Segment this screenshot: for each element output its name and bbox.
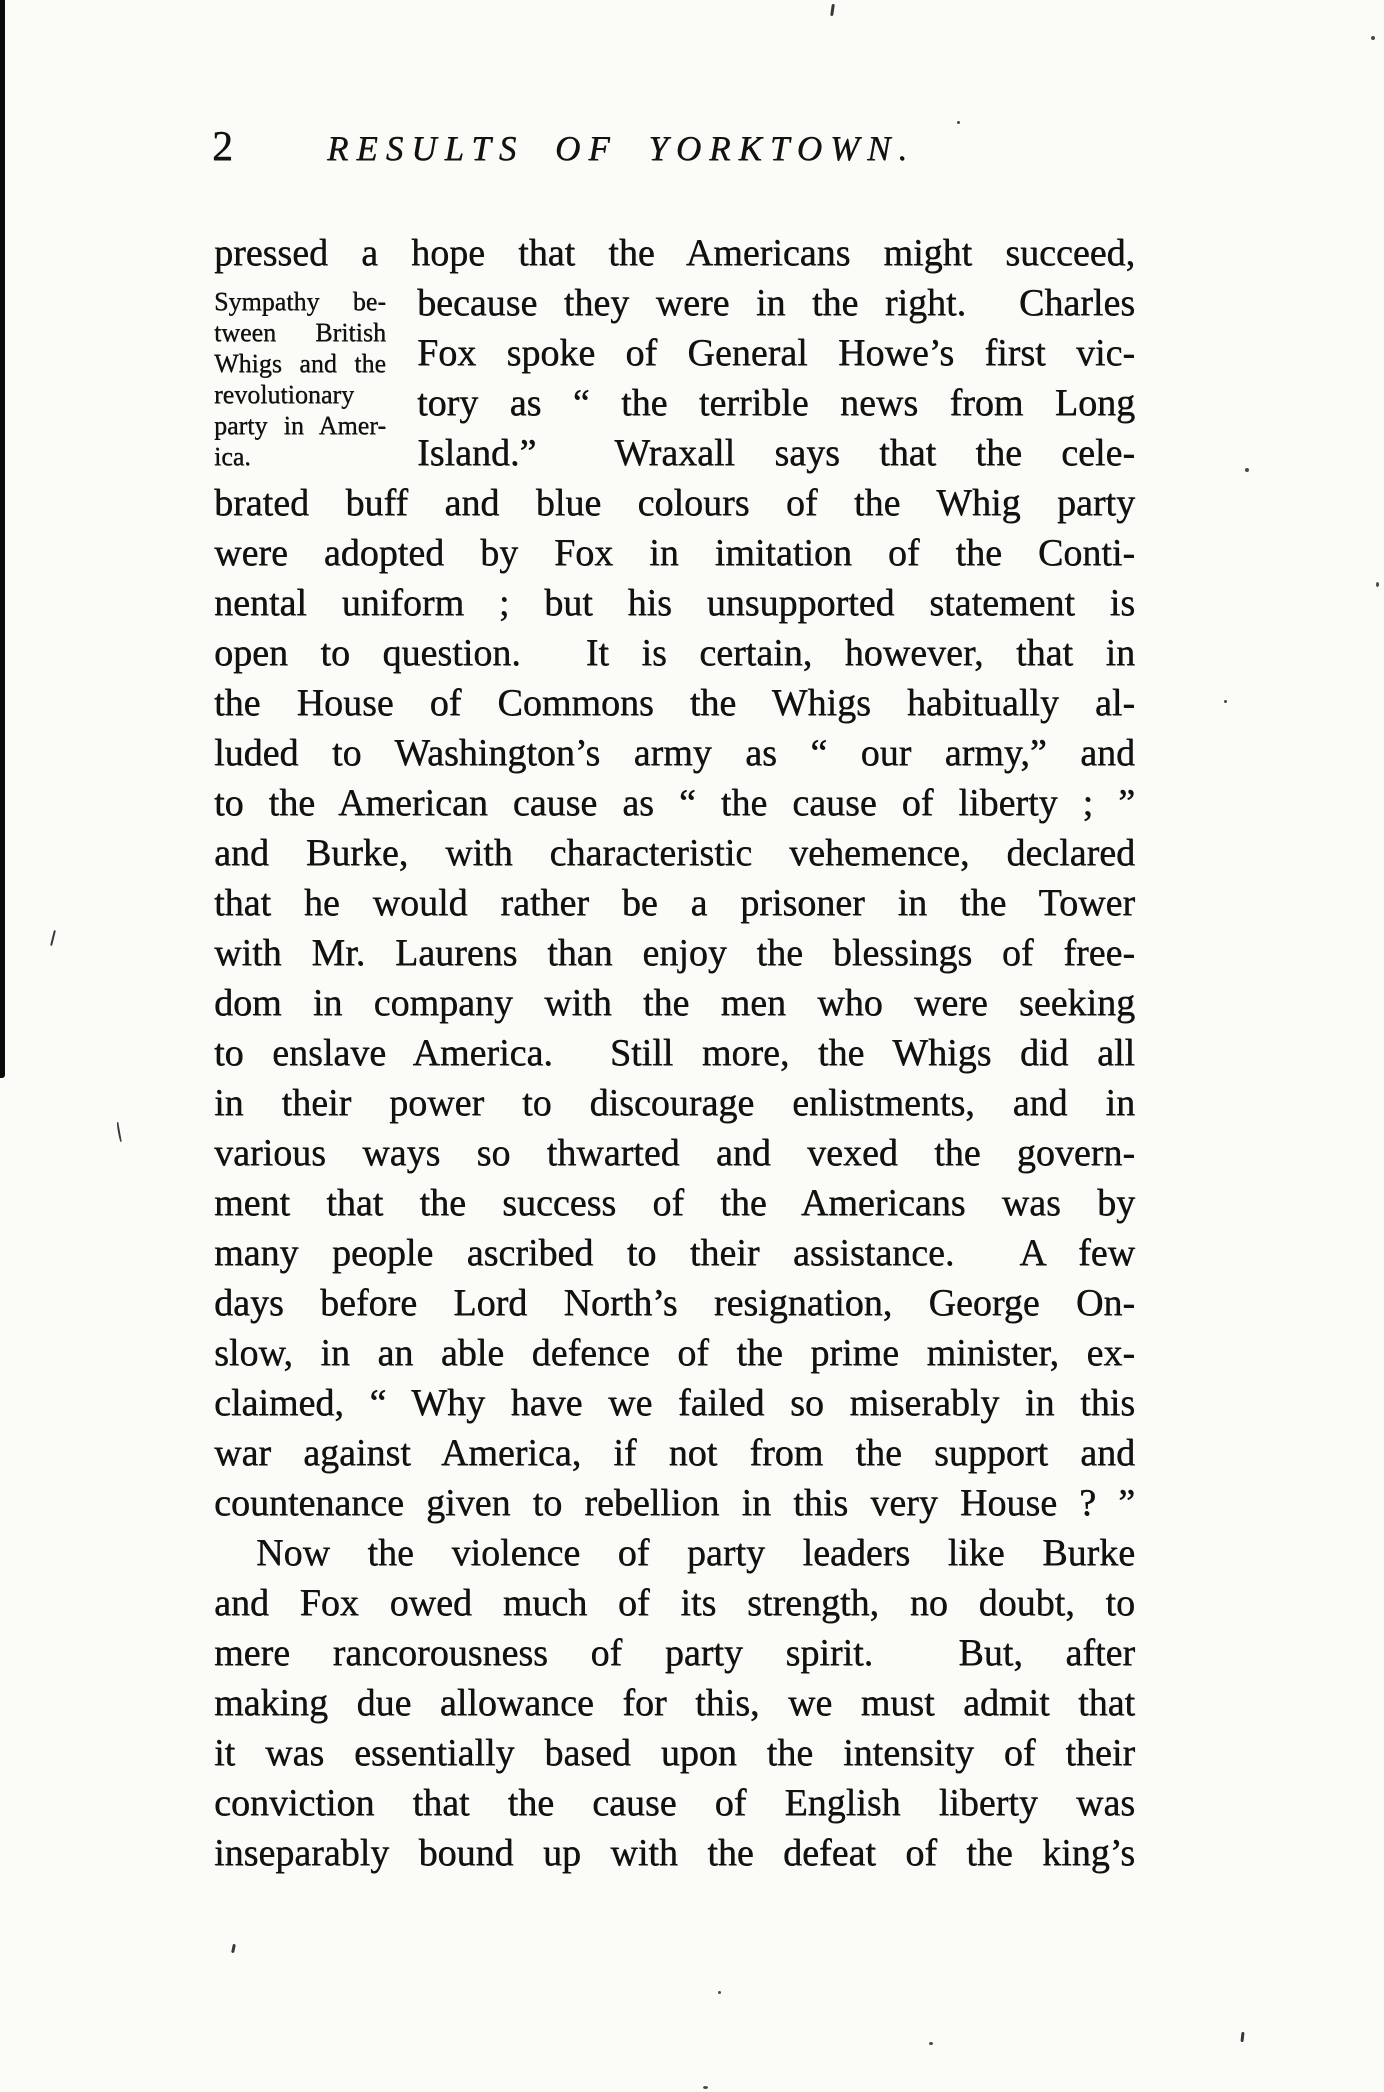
text-line: because they were in the right. Charles xyxy=(417,282,1135,324)
text-line: that he would rather be a prisoner in the Tower xyxy=(214,882,1135,924)
text-line: brated buff and blue colours of the Whig party xyxy=(214,482,1135,524)
scan-speck xyxy=(1371,36,1375,40)
scan-speck xyxy=(1240,2032,1244,2042)
sidenote-line: tween British xyxy=(214,318,386,347)
text-line: many people ascribed to their assistance. A few xyxy=(214,1232,1135,1274)
text-line: tory as “ the terrible news from Long xyxy=(417,382,1135,424)
text-line: countenance given to rebellion in this very House ? ” xyxy=(214,1482,1135,1524)
text-line: slow, in an able defence of the prime minister, ex- xyxy=(214,1332,1135,1374)
paragraph-2 xyxy=(214,1528,1135,1878)
text-line: luded to Washington’s army as “ our army,” and xyxy=(214,732,1135,774)
sidenote xyxy=(214,278,386,472)
scan-speck xyxy=(1376,582,1379,587)
scan-speck xyxy=(718,1991,721,1994)
scan-speck xyxy=(957,121,960,124)
running-head: RESULTS OF YORKTOWN. xyxy=(327,129,916,168)
sidenote-line: Sympathy be- xyxy=(214,287,386,316)
text-line: ment that the success of the Americans was by xyxy=(214,1182,1135,1224)
scan-speck xyxy=(703,2086,708,2089)
text-line: open to question. It is certain, however, that in xyxy=(214,632,1135,674)
scan-speck xyxy=(116,1122,121,1142)
text-line: Island.” Wraxall says that the cele- xyxy=(417,432,1135,474)
text-line: in their power to discourage enlistments, and in xyxy=(214,1082,1135,1124)
text-line: war against America, if not from the support and xyxy=(214,1432,1135,1474)
scan-speck xyxy=(1224,700,1227,703)
paragraph-1-first-line: pressed a hope that the Americans might succeed, xyxy=(214,232,1135,274)
sidenote-line: ica. xyxy=(214,442,251,471)
scan-speck xyxy=(830,4,835,16)
text-line: various ways so thwarted and vexed the govern- xyxy=(214,1132,1135,1174)
text-line: days before Lord North’s resignation, George On- xyxy=(214,1282,1135,1324)
text-line: nental uniform ; but his unsupported statement is xyxy=(214,582,1135,624)
text-line: mere rancorousness of party spirit. But, after xyxy=(214,1632,1135,1674)
sidenote-line: revolutionary xyxy=(214,380,355,409)
text-line: conviction that the cause of English liberty was xyxy=(214,1782,1135,1824)
text-line: dom in company with the men who were seeking xyxy=(214,982,1135,1024)
text-line: to the American cause as “ the cause of liberty ; ” xyxy=(214,782,1135,824)
paragraph-1 xyxy=(214,228,1135,1528)
text-line: the House of Commons the Whigs habitually al- xyxy=(214,682,1135,724)
text-line: and Fox owed much of its strength, no doubt, to xyxy=(214,1582,1135,1624)
text-line: making due allowance for this, we must admit that xyxy=(214,1682,1135,1724)
text-line: Fox spoke of General Howe’s first vic- xyxy=(417,332,1135,374)
text-line: with Mr. Laurens than enjoy the blessings of free- xyxy=(214,932,1135,974)
scan-speck xyxy=(50,930,56,946)
text-line: it was essentially based upon the intensity of their xyxy=(214,1732,1135,1774)
text-line: and Burke, with characteristic vehemence, declared xyxy=(214,832,1135,874)
sidenote-line: Whigs and the xyxy=(214,349,386,378)
body-text xyxy=(214,228,1135,1878)
scan-gutter-edge xyxy=(0,0,5,1078)
text-line: claimed, “ Why have we failed so miserably in this xyxy=(214,1382,1135,1424)
scan-speck xyxy=(929,2042,933,2045)
text-line: were adopted by Fox in imitation of the Conti- xyxy=(214,532,1135,574)
scan-speck xyxy=(1245,468,1249,472)
page-number: 2 xyxy=(212,124,233,170)
sidenote-line: party in Amer- xyxy=(214,411,386,440)
scan-speck xyxy=(231,1944,236,1953)
text-line: Now the violence of party leaders like Burke xyxy=(256,1532,1135,1574)
text-line: to enslave America. Still more, the Whigs did all xyxy=(214,1032,1135,1074)
text-line: inseparably bound up with the defeat of the king’s xyxy=(214,1832,1135,1874)
